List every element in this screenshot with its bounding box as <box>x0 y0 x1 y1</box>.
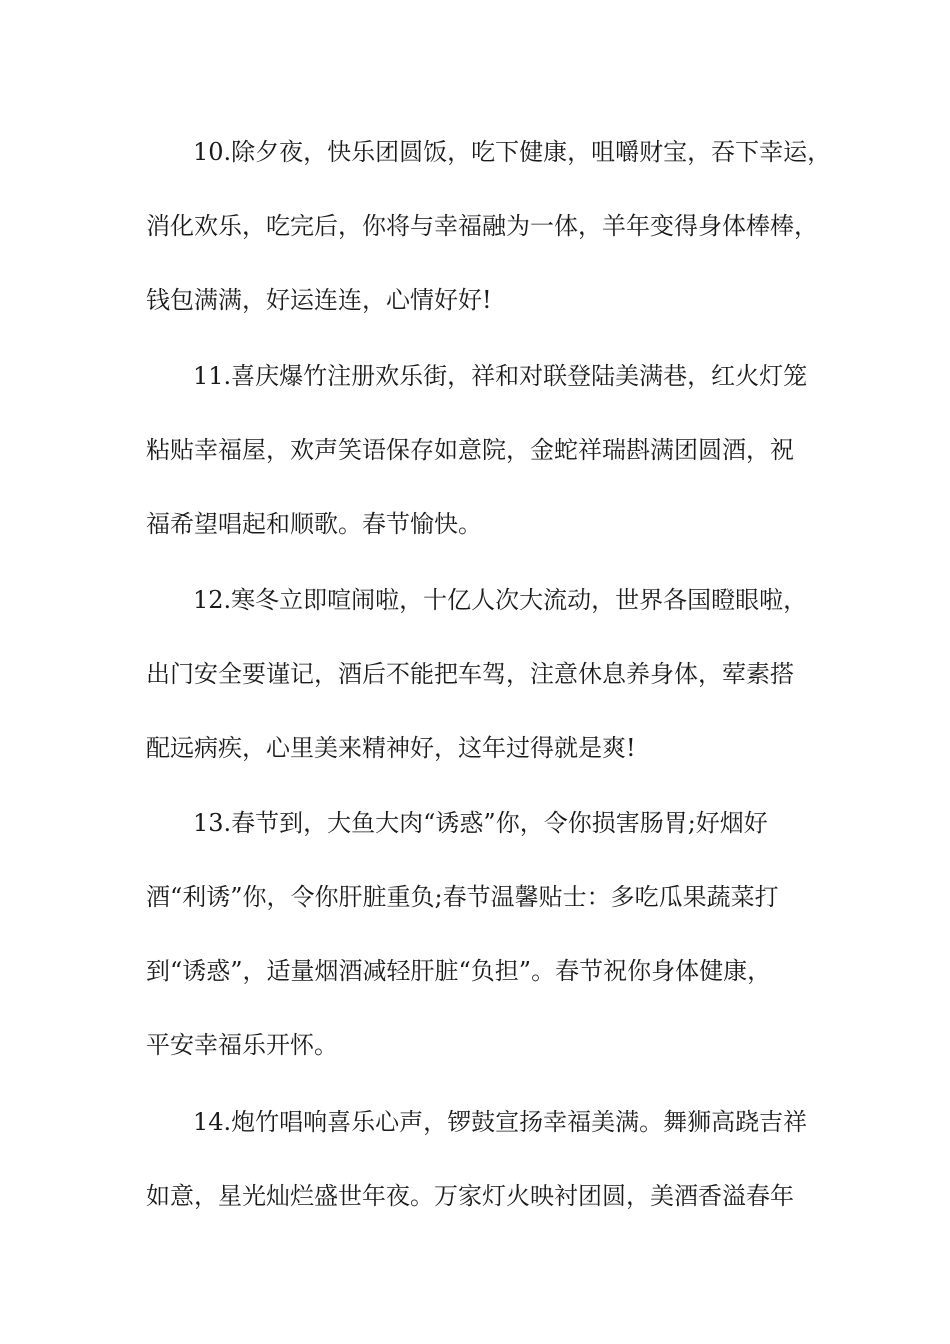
paragraph-13 <box>146 786 826 1082</box>
paragraph-line: 消化欢乐，吃完后，你将与幸福融为一体，羊年变得身体棒棒， <box>146 212 818 240</box>
paragraph-14 <box>146 1085 826 1233</box>
paragraph-line: 钱包满满，好运连连，心情好好! <box>146 286 492 314</box>
paragraph-11 <box>146 339 826 561</box>
paragraph-line: 11.喜庆爆竹注册欢乐街，祥和对联登陆美满巷，红火灯笼 <box>193 362 808 390</box>
paragraph-line: 粘贴幸福屋，欢声笑语保存如意院，金蛇祥瑞斟满团圆酒，祝 <box>146 436 794 464</box>
paragraph-line: 酒“利诱”你，令你肝脏重负;春节温馨贴士：多吃瓜果蔬菜打 <box>146 883 779 911</box>
paragraph-line: 配远病疾，心里美来精神好，这年过得就是爽! <box>146 734 636 762</box>
paragraph-line: 到“诱惑”，适量烟酒减轻肝脏“负担”。春节祝你身体健康， <box>146 957 772 985</box>
paragraph-line: 10.除夕夜，快乐团圆饭，吃下健康，咀嚼财宝，吞下幸运， <box>193 138 832 166</box>
paragraph-12 <box>146 563 826 785</box>
paragraph-line: 平安幸福乐开怀。 <box>146 1031 338 1059</box>
paragraph-line: 12.寒冬立即喧闹啦，十亿人次大流动，世界各国瞪眼啦， <box>193 586 808 614</box>
paragraph-10 <box>146 115 832 337</box>
paragraph-line: 福希望唱起和顺歌。春节愉快。 <box>146 510 482 538</box>
paragraph-line: 13.春节到，大鱼大肉“诱惑”你，令你损害肠胃;好烟好 <box>193 809 768 837</box>
paragraph-line: 14.炮竹唱响喜乐心声，锣鼓宣扬幸福美满。舞狮高跷吉祥 <box>193 1108 808 1136</box>
paragraph-line: 出门安全要谨记，酒后不能把车驾，注意休息养身体，荤素搭 <box>146 660 794 688</box>
paragraph-line: 如意，星光灿烂盛世年夜。万家灯火映衬团圆，美酒香溢春年 <box>146 1182 794 1210</box>
